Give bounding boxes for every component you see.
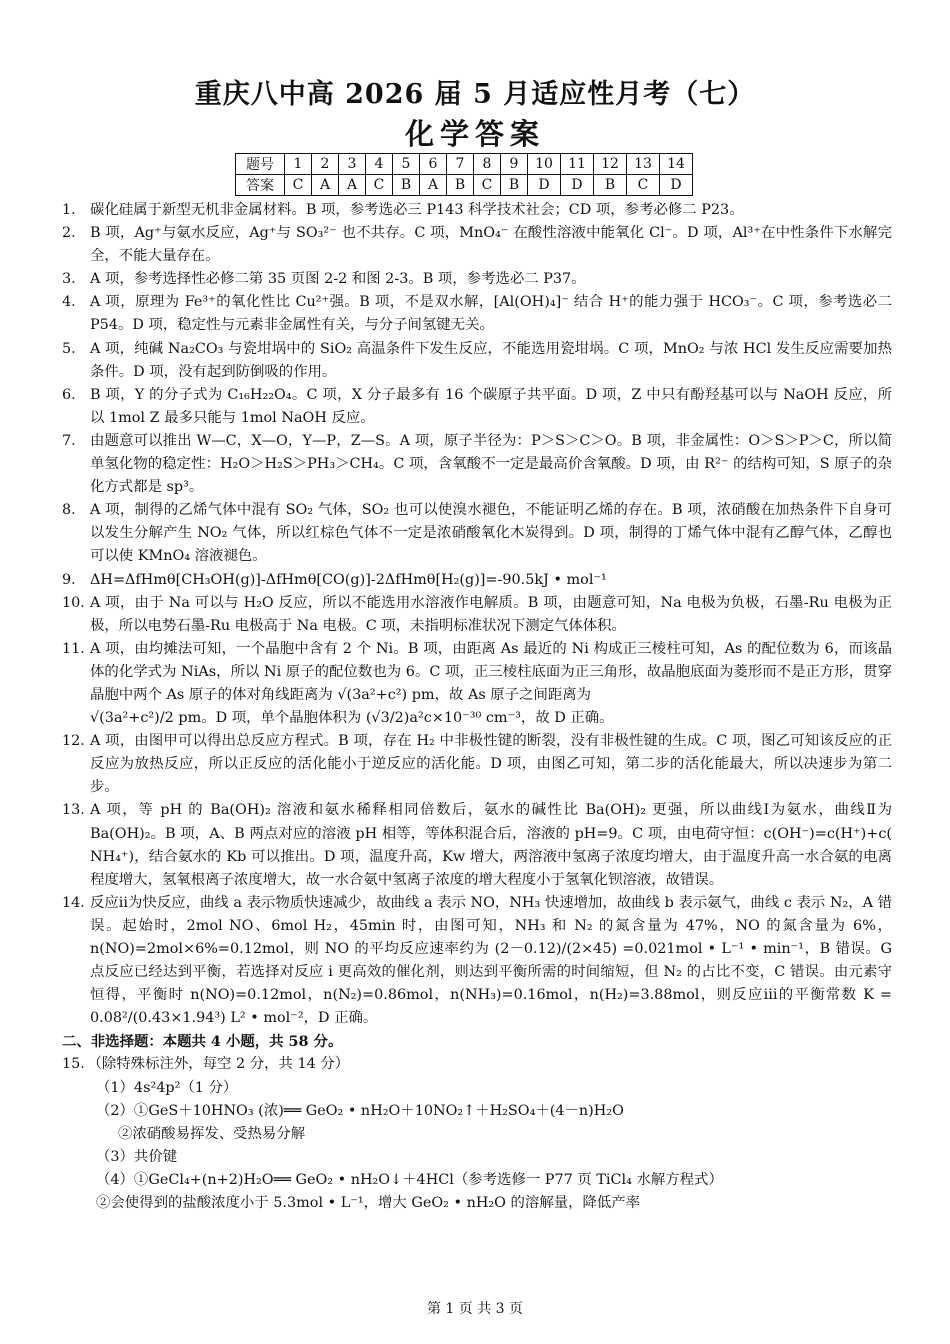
page-title: 重庆八中高 2026 届 5 月适应性月考（七） [194, 79, 756, 110]
answer-line: （3）共价键 [96, 1148, 178, 1165]
item-text: B 项，Y 的分子式为 C₁₆H₂₂O₄。C 项，X 分子最多有 16 个碳原子共平面。D 项，Z 中只有酚羟基可以与 NaOH 反应，所以 1mol Z 最多只能与 1mol NaOH 反应。 [90, 386, 892, 426]
q-number: 2 [312, 154, 339, 175]
item-text: A 项，由均摊法可知，一个晶胞中含有 2 个 Ni。B 项，由距离 As 最近的 Ni 构成正三棱柱可知，As 的配位数为 6，而该晶体的化学式为 NiAs，所以 Ni 原子的配位数也为 6。C 项，正三棱柱底面为正三角形，故晶胞底面为菱形而不是正方形，贯穿晶胞中两个 As 原子的体对角线距离为 √(3a²+c²) pm，故 As 原子之间距离为 [90, 640, 892, 703]
row-label-answer: 答案 [236, 175, 285, 196]
q-number: 9 [501, 154, 528, 175]
q-number: 4 [366, 154, 393, 175]
q-number: 1 [285, 154, 312, 175]
q-number: 3 [339, 154, 366, 175]
explanation-item [62, 569, 892, 592]
item-number: 1． [62, 202, 86, 218]
answer-line: ②浓硝酸易挥发、受热易分解 [118, 1125, 306, 1142]
explanation-item [62, 338, 892, 384]
item-number: 4． [62, 294, 86, 311]
answer-line: （1）4s²4p²（1 分） [96, 1079, 238, 1096]
item-text: A 项，由图甲可以得出总反应方程式。B 项，存在 H₂ 中非极性键的断裂，没有非极性键的生成。C 项，图乙可知该反应的正反应为放热反应，所以正反应的活化能小于逆反应的活化能。D 项，由图乙可知，第二步的活化能最大，所以决速步为第二步。 [90, 733, 892, 796]
item-text: B 项，Ag⁺与氨水反应，Ag⁺与 SO₃²⁻ 也不共存。C 项，MnO₄⁻ 在酸性溶液中能氧化 Cl⁻。D 项，Al³⁺在中性条件下水解完全，不能大量存在。 [90, 225, 892, 265]
explanation-item-continued [62, 707, 892, 730]
item-number: 6． [62, 386, 86, 403]
item-number: 11． [62, 640, 95, 657]
item-number: 7． [62, 432, 86, 449]
explanation-item [62, 291, 892, 337]
explanation-item [62, 199, 892, 222]
q-number: 8 [474, 154, 501, 175]
q-number: 12 [594, 154, 627, 175]
explanation-item [62, 799, 892, 891]
item-number: 12． [62, 733, 95, 750]
explanation-item [62, 892, 892, 1031]
section-heading: 二、非选择题：本题共 4 小题，共 58 分。 [62, 1033, 343, 1051]
page-footer: 第 1 页 共 3 页 [426, 1301, 524, 1317]
explanation-item [62, 499, 892, 568]
item-number: 3． [62, 271, 86, 288]
answer-cell: D [660, 175, 693, 196]
item-text: ΔH=ΔfHmθ[CH₃OH(g)]-ΔfHmθ[CO(g)]-2ΔfHmθ[H₂(g)]=-90.5kJ • mol⁻¹ [90, 571, 607, 588]
answer-cell: D [561, 175, 594, 196]
item-number: 8． [62, 502, 86, 519]
item-text: A 项，原理为 Fe³⁺的氧化性比 Cu²⁺强。B 项，不是双水解，[Al(OH)₄]⁻ 结合 H⁺的能力强于 HCO₃⁻。C 项，参考选必二 P54。D 项，稳定性与元素非金属性有关，与分子间氢键无关。 [90, 294, 892, 334]
answer-cell: C [366, 175, 393, 196]
q-number: 14 [660, 154, 693, 175]
item-number: 14． [62, 894, 95, 911]
answer-cell: B [447, 175, 474, 196]
item-number: 2． [62, 225, 86, 242]
question-number-row [236, 154, 693, 175]
item-text: 碳化硅属于新型无机非金属材料。B 项，参考选必三 P143 科学技术社会；CD 项，参考必修二 P23。 [90, 202, 744, 218]
explanation-item [62, 592, 892, 638]
item-text: A 项，等 pH 的 Ba(OH)₂ 溶液和氨水稀释相同倍数后，氨水的碱性比 Ba(OH)₂ 更强，所以曲线Ⅰ为氨水，曲线Ⅱ为 Ba(OH)₂。B 项，A、B 两点对应的溶液 pH 相等，等体积混合后，溶液的 pH=9。C 项，由电荷守恒：c(OH⁻)=c(H⁺)+c( NH₄⁺)，结合氨水的 Kb 可以推出。D 项，温度升高，Kw 增大，两溶液中氢离子浓度均增大，由于温度升高一水合氨的电离程度增大，氢氧根离子浓度增大，故一水合氨中氢离子浓度的增大程度小于氢氧化钡溶液，故错误。 [90, 802, 892, 888]
item-text: 反应ii为快反应，曲线 a 表示物质快速减少，故曲线 a 表示 NO，NH₃ 快速增加，故曲线 b 表示氨气，曲线 c 表示 N₂，A 错误。起始时，2mol NO、6mol H₂，45min 时，由图可知，NH₃ 和 N₂ 的氮含量为 47%，NO 的氮含量为 6%，n(NO)=2mol×6%=0.12mol，则 NO 的平均反应速率约为 (2－0.12)/(2×45) =0.021mol • L⁻¹ • min⁻¹，B 错误。G 点反应已经达到平衡，若选择对反应 i 更高效的催化剂，则达到平衡所需的时间缩短，但 N₂ 的占比不变，C 错误。由元素守恒得，平衡时 n(NO)=0.12mol，n(N₂)=0.86mol，n(NH₃)=0.16mol，n(H₂)=3.88mol，则反应iii的平衡常数 K = 0.08²/(0.43×1.94³) L² • mol⁻²，D 正确。 [90, 894, 892, 1027]
explanation-item [62, 730, 892, 799]
q-number: 7 [447, 154, 474, 175]
item-number: 5． [62, 340, 86, 357]
answer-line: ②会使得到的盐酸浓度小于 5.3mol • L⁻¹，增大 GeO₂ • nH₂O 的溶解量，降低产率 [96, 1195, 641, 1212]
item-number: 13． [62, 802, 95, 819]
answer-cell: C [474, 175, 501, 196]
item-number: 9． [62, 571, 86, 588]
answer-cell: B [501, 175, 528, 196]
item-text: 由题意可以推出 W—C，X—O，Y—P，Z—S。A 项，原子半径为：P＞S＞C＞O。B 项，非金属性：O＞S＞P＞C，所以简单氢化物的稳定性：H₂O＞H₂S＞PH₃＞CH₄。C 项，含氧酸不一定是最高价含氧酸。D 项，由 R²⁻ 的结构可知，S 原子的杂化方式都是 sp³。 [90, 432, 892, 496]
item-text: A 项，参考选择性必修二第 35 页图 2-2 和图 2-3。B 项，参考选必二 P37。 [90, 271, 586, 288]
item-text: A 项，由于 Na 可以与 H₂O 反应，所以不能选用水溶液作电解质。B 项，由题意可知，Na 电极为负极，石墨-Ru 电极为正极，所以电势石墨-Ru 电极高于 Na 电极。C 项，未指明标准状况下测定气体体积。 [90, 594, 892, 634]
q-number: 10 [528, 154, 561, 175]
answer-cell: C [627, 175, 660, 196]
answer-line: （4）①GeCl₄+(n+2)H₂O══ GeO₂ • nH₂O↓＋4HCl（参考选修一 P77 页 TiCl₄ 水解方程式） [96, 1171, 723, 1188]
answer-table [235, 153, 693, 196]
q-number: 13 [627, 154, 660, 175]
item-text: A 项，纯碱 Na₂CO₃ 与瓷坩埚中的 SiO₂ 高温条件下发生反应，不能选用瓷坩埚。C 项，MnO₂ 与浓 HCl 发生反应需要加热条件。D 项，没有起到防倒吸的作用。 [90, 340, 892, 380]
explanations-body [62, 199, 892, 1215]
answer-cell: B [393, 175, 420, 196]
explanation-item [62, 268, 892, 291]
q-number: 5 [393, 154, 420, 175]
answer-cell: C [285, 175, 312, 196]
answer-row [236, 175, 693, 196]
explanation-item [62, 384, 892, 430]
answer-cell: D [528, 175, 561, 196]
explanation-item [62, 222, 892, 268]
q-number: 11 [561, 154, 594, 175]
explanation-item [62, 638, 892, 707]
item-number: 10． [62, 594, 95, 611]
answer-line: （2）①GeS＋10HNO₃ (浓)══ GeO₂ • nH₂O＋10NO₂↑＋H₂SO₄＋(4－n)H₂O [96, 1102, 624, 1119]
question-15-heading: 15．（除特殊标注外，每空 2 分，共 14 分） [62, 1056, 350, 1073]
item-text: √(3a²+c²)/2 pm。D 项，单个晶胞体积为 (√3/2)a²c×10⁻³⁰ cm⁻³，故 D 正确。 [90, 710, 614, 727]
page-subtitle: 化学答案 [404, 117, 545, 151]
answer-cell: A [312, 175, 339, 196]
item-text: A 项，制得的乙烯气体中混有 SO₂ 气体，SO₂ 也可以使溴水褪色，不能证明乙烯的存在。B 项，浓硝酸在加热条件下自身可以发生分解产生 NO₂ 气体，所以红棕色气体不一定是浓硝酸氧化木炭得到。D 项，制得的丁烯气体中混有乙醇气体，乙醇也可以使 KMnO₄ 溶液褪色。 [90, 502, 892, 565]
answer-cell: A [420, 175, 447, 196]
answer-cell: A [339, 175, 366, 196]
answer-cell: B [594, 175, 627, 196]
q-number: 6 [420, 154, 447, 175]
explanation-item [62, 430, 892, 499]
row-label-question: 题号 [236, 154, 285, 175]
